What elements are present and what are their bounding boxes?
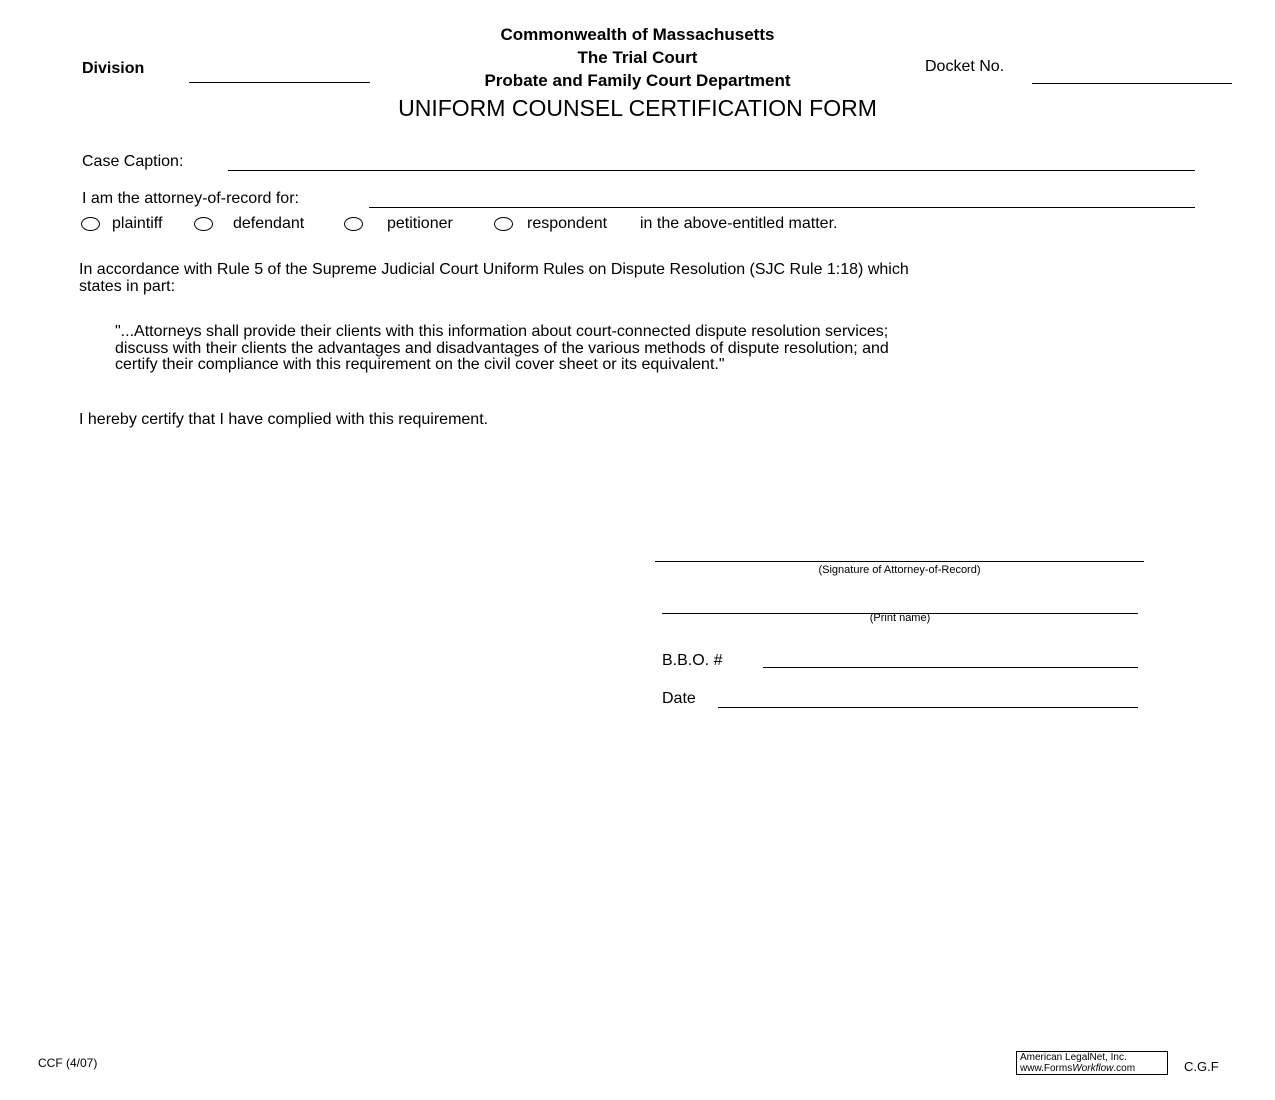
docket-label: Docket No. <box>925 58 1005 75</box>
bbo-label: B.B.O. # <box>662 652 723 669</box>
division-label: Division <box>82 60 145 77</box>
quote-line-1: "...Attorneys shall provide their clients with this information about court-connected dispute resolution services; <box>115 323 889 340</box>
certify-statement: I hereby certify that I have complied with this requirement. <box>79 411 489 428</box>
defendant-radio[interactable] <box>194 217 213 231</box>
publisher-url: www.FormsWorkflow.com <box>1020 1062 1136 1074</box>
petitioner-radio[interactable] <box>344 217 363 231</box>
form-code: CCF (4/07) <box>38 1056 98 1070</box>
respondent-label: respondent <box>527 215 608 232</box>
rule-paragraph-line-1: In accordance with Rule 5 of the Supreme Judicial Court Uniform Rules on Dispute Resolution (SJC Rule 1:18) which <box>79 261 909 278</box>
attorney-of-record-field[interactable] <box>369 207 1195 208</box>
case-caption-field[interactable] <box>228 170 1195 171</box>
page-title: UNIFORM COUNSEL CERTIFICATION FORM <box>398 95 877 121</box>
docket-field[interactable] <box>1032 83 1232 84</box>
attorney-of-record-label: I am the attorney-of-record for: <box>82 190 299 207</box>
role-suffix-text: in the above-entitled matter. <box>640 215 838 232</box>
header-line-commonwealth: Commonwealth of Massachusetts <box>500 25 775 44</box>
signature-caption: (Signature of Attorney-of-Record) <box>818 564 981 576</box>
header-line-department: Probate and Family Court Department <box>484 71 791 90</box>
print-name-caption: (Print name) <box>869 612 931 624</box>
quote-line-2: discuss with their clients the advantages and disadvantages of the various methods of dispute resolution; and <box>115 340 889 357</box>
defendant-label: defendant <box>233 215 305 232</box>
bbo-field[interactable] <box>763 667 1138 668</box>
signature-field[interactable] <box>655 561 1144 562</box>
footer-right-code: C.G.F <box>1184 1059 1219 1074</box>
publisher-box <box>1016 1051 1168 1075</box>
division-field[interactable] <box>189 82 370 83</box>
publisher-name: American LegalNet, Inc. <box>1020 1052 1127 1063</box>
respondent-radio[interactable] <box>494 217 513 231</box>
quote-line-3: certify their compliance with this requirement on the civil cover sheet or its equivalent." <box>115 356 725 373</box>
case-caption-label: Case Caption: <box>82 153 184 170</box>
petitioner-label: petitioner <box>387 215 453 232</box>
rule-paragraph-line-2: states in part: <box>79 278 176 295</box>
date-field[interactable] <box>718 707 1138 708</box>
header-line-trial-court: The Trial Court <box>577 48 698 67</box>
plaintiff-label: plaintiff <box>112 215 163 232</box>
date-label: Date <box>662 690 696 707</box>
plaintiff-radio[interactable] <box>81 217 100 231</box>
